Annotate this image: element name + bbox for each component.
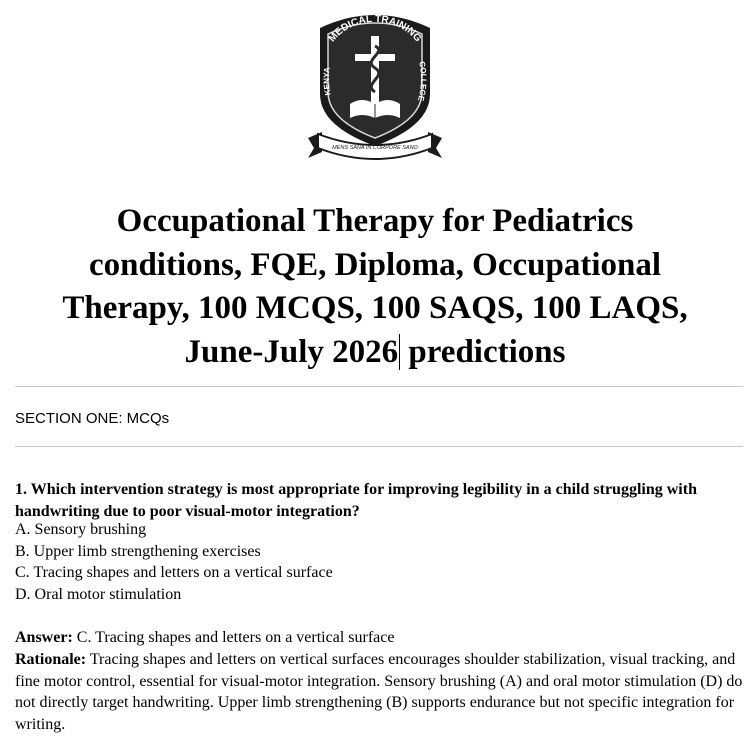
option-c: C. Tracing shapes and letters on a vertical surface xyxy=(15,564,333,581)
logo-motto: MENS SANA IN CORPORE SANO xyxy=(332,145,418,151)
rationale-text: Tracing shapes and letters on vertical surfaces encourages shoulder stabilization, visual tracking, and fine motor control, essential for visual-motor integration. Sensory brushing (A) and oral motor stimulation (D) do not directly target handwriting. Upper limb strengthening (B) supports endurance but not specific integration for writing. xyxy=(15,651,743,733)
rationale xyxy=(15,649,743,735)
option-list xyxy=(15,519,743,605)
option-b: B. Upper limb strengthening exercises xyxy=(15,542,261,560)
answer-text: C. Tracing shapes and letters on a vertical surface xyxy=(76,629,395,646)
option-d: D. Oral motor stimulation xyxy=(15,585,182,603)
answer xyxy=(15,627,743,649)
section-heading: SECTION ONE: MCQs xyxy=(15,410,170,427)
logo-right-text: COLLEGE xyxy=(416,60,428,103)
college-logo xyxy=(300,6,450,166)
divider-bottom xyxy=(15,446,743,447)
question-text xyxy=(15,479,743,522)
option-a: A. Sensory brushing xyxy=(15,521,147,538)
document-title xyxy=(0,200,750,374)
title-line: Occupational Therapy for Pediatrics xyxy=(116,203,634,239)
answer-label: Answer: xyxy=(15,629,73,646)
title-line: Therapy, 100 MCQS, 100 SAQS, 100 LAQS, xyxy=(62,290,688,326)
question-number: 1. xyxy=(15,481,27,498)
logo-arc-text: MEDICAL TRAINING xyxy=(326,13,424,45)
logo-left-text: KENYA xyxy=(322,66,333,97)
svg-text:KENYA xyxy=(322,67,333,96)
title-line-last xyxy=(0,331,750,375)
title-line: conditions, FQE, Diploma, Occupational xyxy=(88,246,662,283)
title-date: June-July 2026 xyxy=(184,333,399,370)
title-suffix: predictions xyxy=(400,333,566,370)
divider-top xyxy=(15,386,743,387)
question-stem: Which intervention strategy is most appropriate for improving legibility in a child struggling with handwriting due to poor visual-motor integration? xyxy=(15,481,697,520)
logo-emblem xyxy=(300,6,450,166)
rationale-label: Rationale: xyxy=(15,651,87,668)
